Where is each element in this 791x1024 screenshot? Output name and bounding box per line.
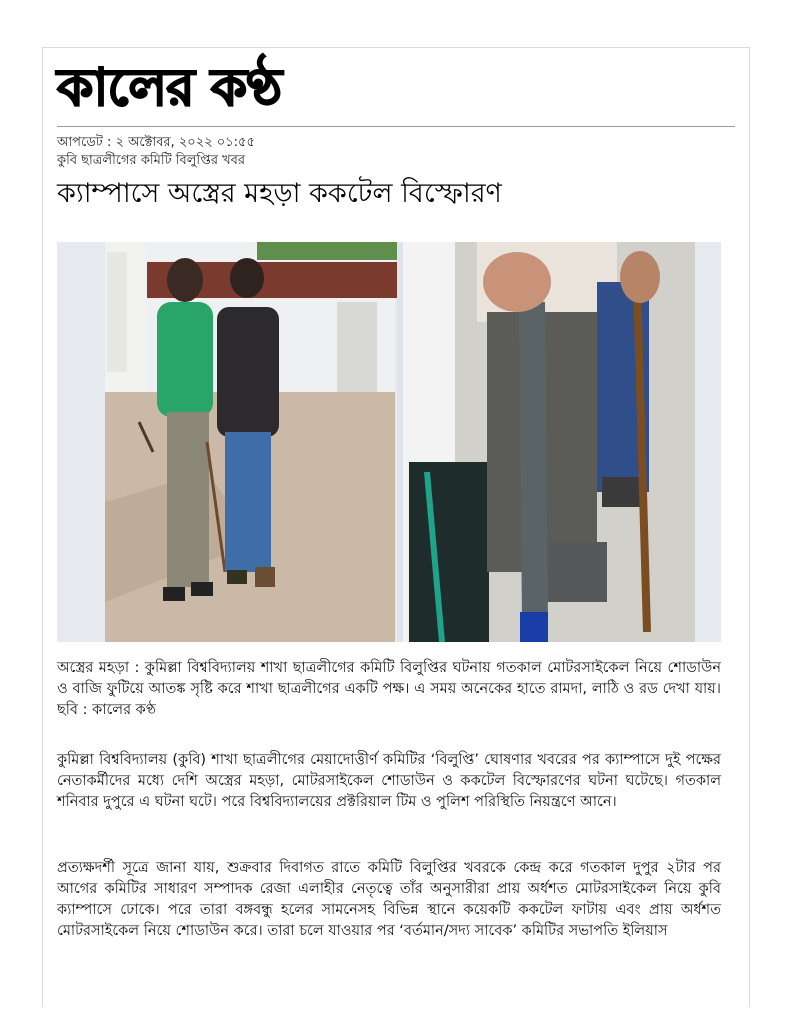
news-photo bbox=[57, 242, 721, 642]
photo-left-panel bbox=[57, 242, 397, 642]
photo-caption: অস্ত্রের মহড়া : কুমিল্লা বিশ্ববিদ্যালয় শাখা ছাত্রলীগের কমিটি বিলুপ্তির ঘটনায় গতকাল মোটরসাইকেল নিয়ে শোডাউন ও বাজি ফুটিয়ে আতঙ্ক সৃষ্টি করে শাখা ছাত্রলীগের একটি পক্ষ। এ সময় অনেকের হাতে রামদা, লাঠি ও রড দেখা যায়। ছবি : কালের কণ্ঠ bbox=[57, 660, 721, 718]
newspaper-clipping bbox=[42, 47, 750, 1007]
masthead-logo: কালের কণ্ঠ bbox=[57, 58, 282, 118]
kicker-line: কুবি ছাত্রলীগের কমিটি বিলুপ্তির খবর bbox=[57, 153, 246, 168]
masthead-divider bbox=[57, 126, 735, 127]
update-timestamp: আপডেট : ২ অক্টোবর, ২০২২ ০১:৫৫ bbox=[57, 135, 255, 150]
article-paragraph: প্রত্যক্ষদর্শী সূত্রে জানা যায়, শুক্রবার দিবাগত রাতে কমিটি বিলুপ্তির খবরকে কেন্দ্র করে গতকাল দুপুর ২টার পর আগের কমিটির সাধারণ সম্পাদক রেজা এলাহীর নেতৃত্বে তাঁর অনুসারীরা প্রায় অর্ধশত মোটরসাইকেল নিয়ে কুবি ক্যাম্পাসে ঢোকে। পরে তারা বঙ্গবন্ধু হলের সামনেসহ বিভিন্ন স্থানে কয়েকটি ককটেল ফাটায় এবং প্রায় অর্ধশত মোটরসাইকেল নিয়ে শোডাউন করে। তারা চলে যাওয়ার পর ‘বর্তমান/সদ্য সাবেক’ কমিটির সভাপতি ইলিয়াস bbox=[57, 860, 721, 939]
photo-right-panel bbox=[403, 242, 721, 642]
article-paragraph: কুমিল্লা বিশ্ববিদ্যালয় (কুবি) শাখা ছাত্রলীগের মেয়াদোত্তীর্ণ কমিটির ‘বিলুপ্তি’ ঘোষণার খবরের পর ক্যাম্পাসে দুই পক্ষের নেতাকর্মীদের মধ্যে দেশি অস্ত্রের মহড়া, মোটরসাইকেল শোডাউন ও ককটেল বিস্ফোরণের ঘটনা ঘটেছে। গতকাল শনিবার দুপুরে এ ঘটনা ঘটে। পরে বিশ্ববিদ্যালয়ের প্রক্টরিয়াল টিম ও পুলিশ পরিস্থিতি নিয়ন্ত্রণে আনে। bbox=[57, 752, 721, 810]
headline: ক্যাম্পাসে অস্ত্রের মহড়া ককটেল বিস্ফোরণ bbox=[57, 178, 502, 209]
